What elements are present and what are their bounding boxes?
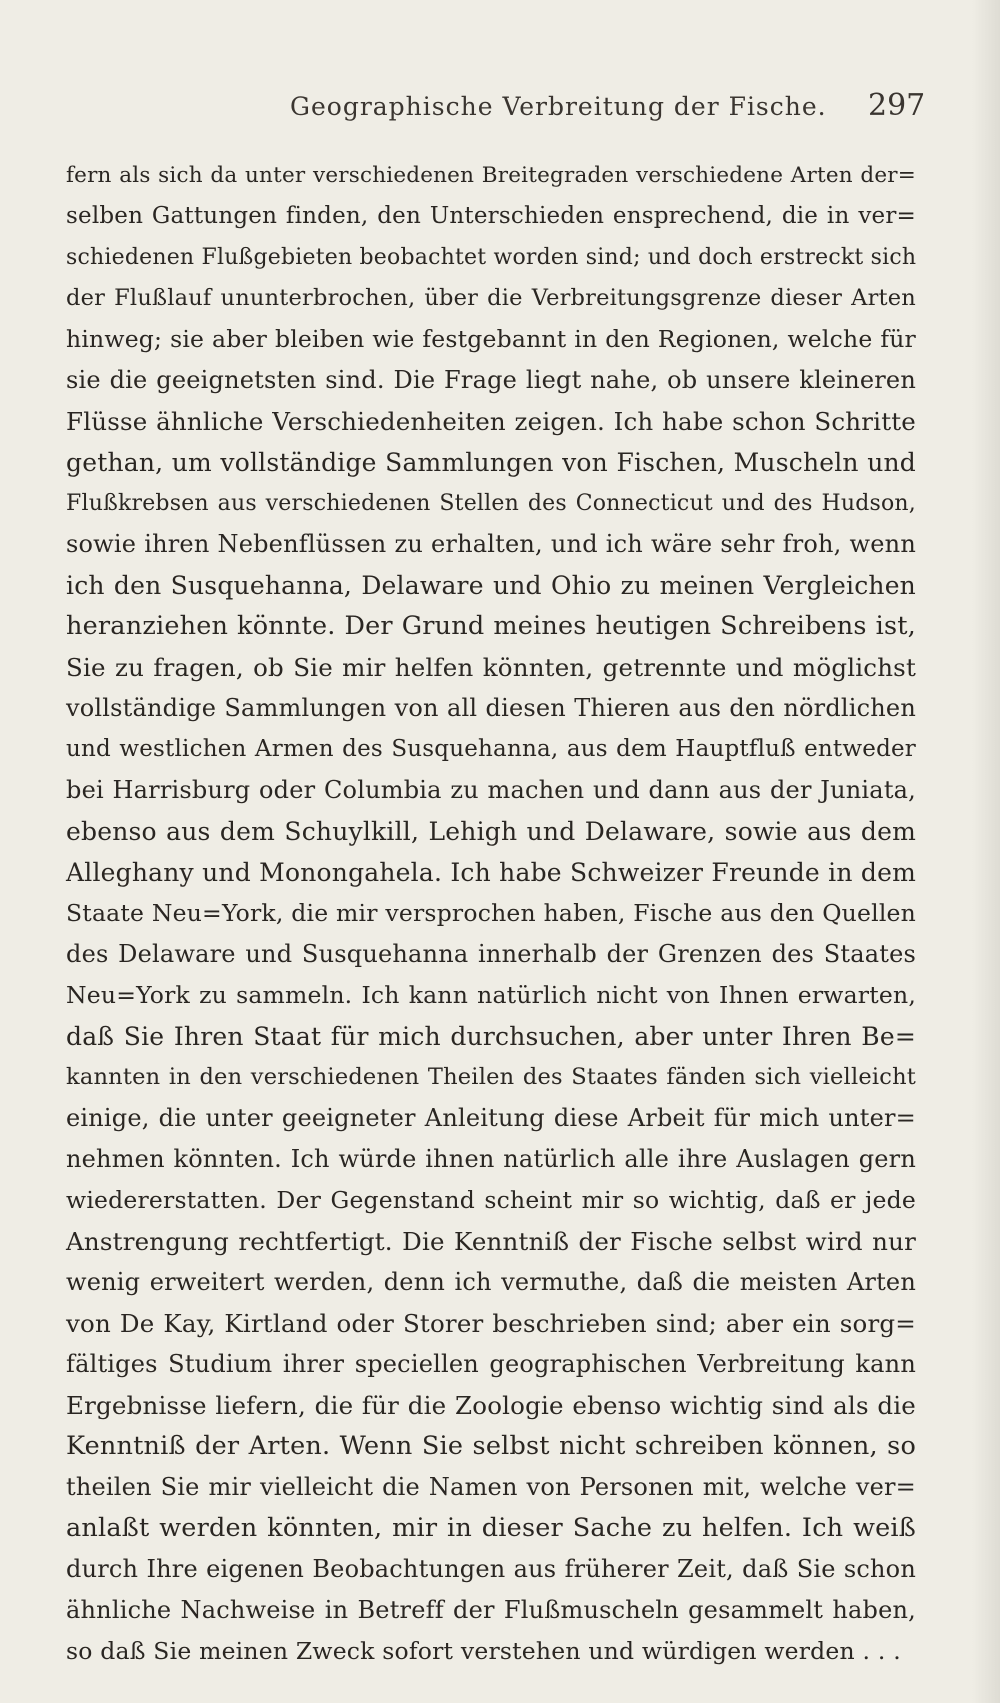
text-line: einige, die unter geeigneter Anleitung diese Arbeit für mich unter= [66,1104,916,1132]
text-line: Alleghany und Monongahela. Ich habe Schweizer Freunde in dem [66,858,916,887]
text-line: wenig erweitert werden, denn ich vermuthe, daß die meisten Arten [66,1268,916,1296]
text-line: wiedererstatten. Der Gegenstand scheint mir so wichtig, daß er jede [66,1186,916,1214]
text-line: der Flußlauf ununterbrochen, über die Verbreitungsgrenze dieser Arten [66,285,916,311]
text-line: Neu=York zu sammeln. Ich kann natürlich nicht von Ihnen erwarten, [66,981,916,1009]
text-line: von De Kay, Kirtland oder Storer beschrieben sind; aber ein sorg= [66,1309,916,1338]
text-line: fern als sich da unter verschiedenen Breitegraden verschiedene Arten der= [66,163,916,188]
text-line: Ergebnisse liefern, die für die Zoologie ebenso wichtig sind als die [66,1391,916,1420]
text-line: Staate Neu=York, die mir versprochen haben, Fische aus den Quellen [66,899,916,927]
text-line: ebenso aus dem Schuylkill, Lehigh und Delaware, sowie aus dem [66,817,916,846]
text-line: und westlichen Armen des Susquehanna, aus dem Hauptfluß entweder [66,736,916,762]
text-line: Kenntniß der Arten. Wenn Sie selbst nicht schreiben können, so [66,1431,916,1461]
text-line: sie die geeignetsten sind. Die Frage liegt nahe, ob unsere kleineren [66,366,916,394]
text-line: durch Ihre eigenen Beobachtungen aus früherer Zeit, daß Sie schon [66,1555,916,1583]
text-line: schiedenen Flußgebieten beobachtet worden sind; und doch erstreckt sich [66,245,917,270]
text-line: Flüsse ähnliche Verschiedenheiten zeigen. Ich habe schon Schritte [66,407,916,436]
text-line: selben Gattungen finden, den Unterschieden ensprechend, die in ver= [66,203,916,229]
text-line: Anstrengung rechtfertigt. Die Kenntniß der Fische selbst wird nur [66,1227,916,1256]
page-header [0,88,1000,132]
text-line: bei Harrisburg oder Columbia zu machen und dann aus der Juniata, [66,776,916,804]
text-line: Sie zu fragen, ob Sie mir helfen könnten, getrennte und möglichst [66,653,916,682]
body-text [66,155,916,1672]
text-line: ähnliche Nachweise in Betreff der Flußmuscheln gesammelt haben, [66,1596,916,1624]
text-line: sowie ihren Nebenflüssen zu erhalten, und ich wäre sehr froh, wenn [66,530,916,558]
text-line: gethan, um vollständige Sammlungen von Fischen, Muscheln und [66,448,916,477]
text-line: heranziehen könnte. Der Grund meines heutigen Schreibens ist, [66,611,916,641]
text-line: so daß Sie meinen Zweck sofort verstehen und würdigen werden . . . [66,1637,901,1665]
text-line: daß Sie Ihren Staat für mich durchsuchen, aber unter Ihren Be= [66,1022,916,1051]
text-line: vollständige Sammlungen von all diesen Thieren aus den nördlichen [66,694,916,722]
text-line: des Delaware und Susquehanna innerhalb der Grenzen des Staates [66,940,916,968]
page-number: 297 [868,88,926,123]
text-line: anlaßt werden könnten, mir in dieser Sache zu helfen. Ich weiß [66,1513,916,1543]
page-edge-shadow [972,0,1000,1703]
text-line: hinweg; sie aber bleiben wie festgebannt in den Regionen, welche für [66,325,916,353]
text-line: theilen Sie mir vielleicht die Namen von Personen mit, welche ver= [66,1473,916,1501]
text-line: fältiges Studium ihrer speciellen geographischen Verbreitung kann [66,1350,916,1378]
running-title: Geographische Verbreitung der Fische. [290,92,827,121]
text-line: ich den Susquehanna, Delaware und Ohio zu meinen Vergleichen [66,571,916,600]
text-line: Flußkrebsen aus verschiedenen Stellen des Connecticut und des Hudson, [66,491,916,516]
text-line: kannten in den verschiedenen Theilen des Staates fänden sich vielleicht [66,1064,916,1090]
text-line: nehmen könnten. Ich würde ihnen natürlich alle ihre Auslagen gern [66,1145,916,1173]
